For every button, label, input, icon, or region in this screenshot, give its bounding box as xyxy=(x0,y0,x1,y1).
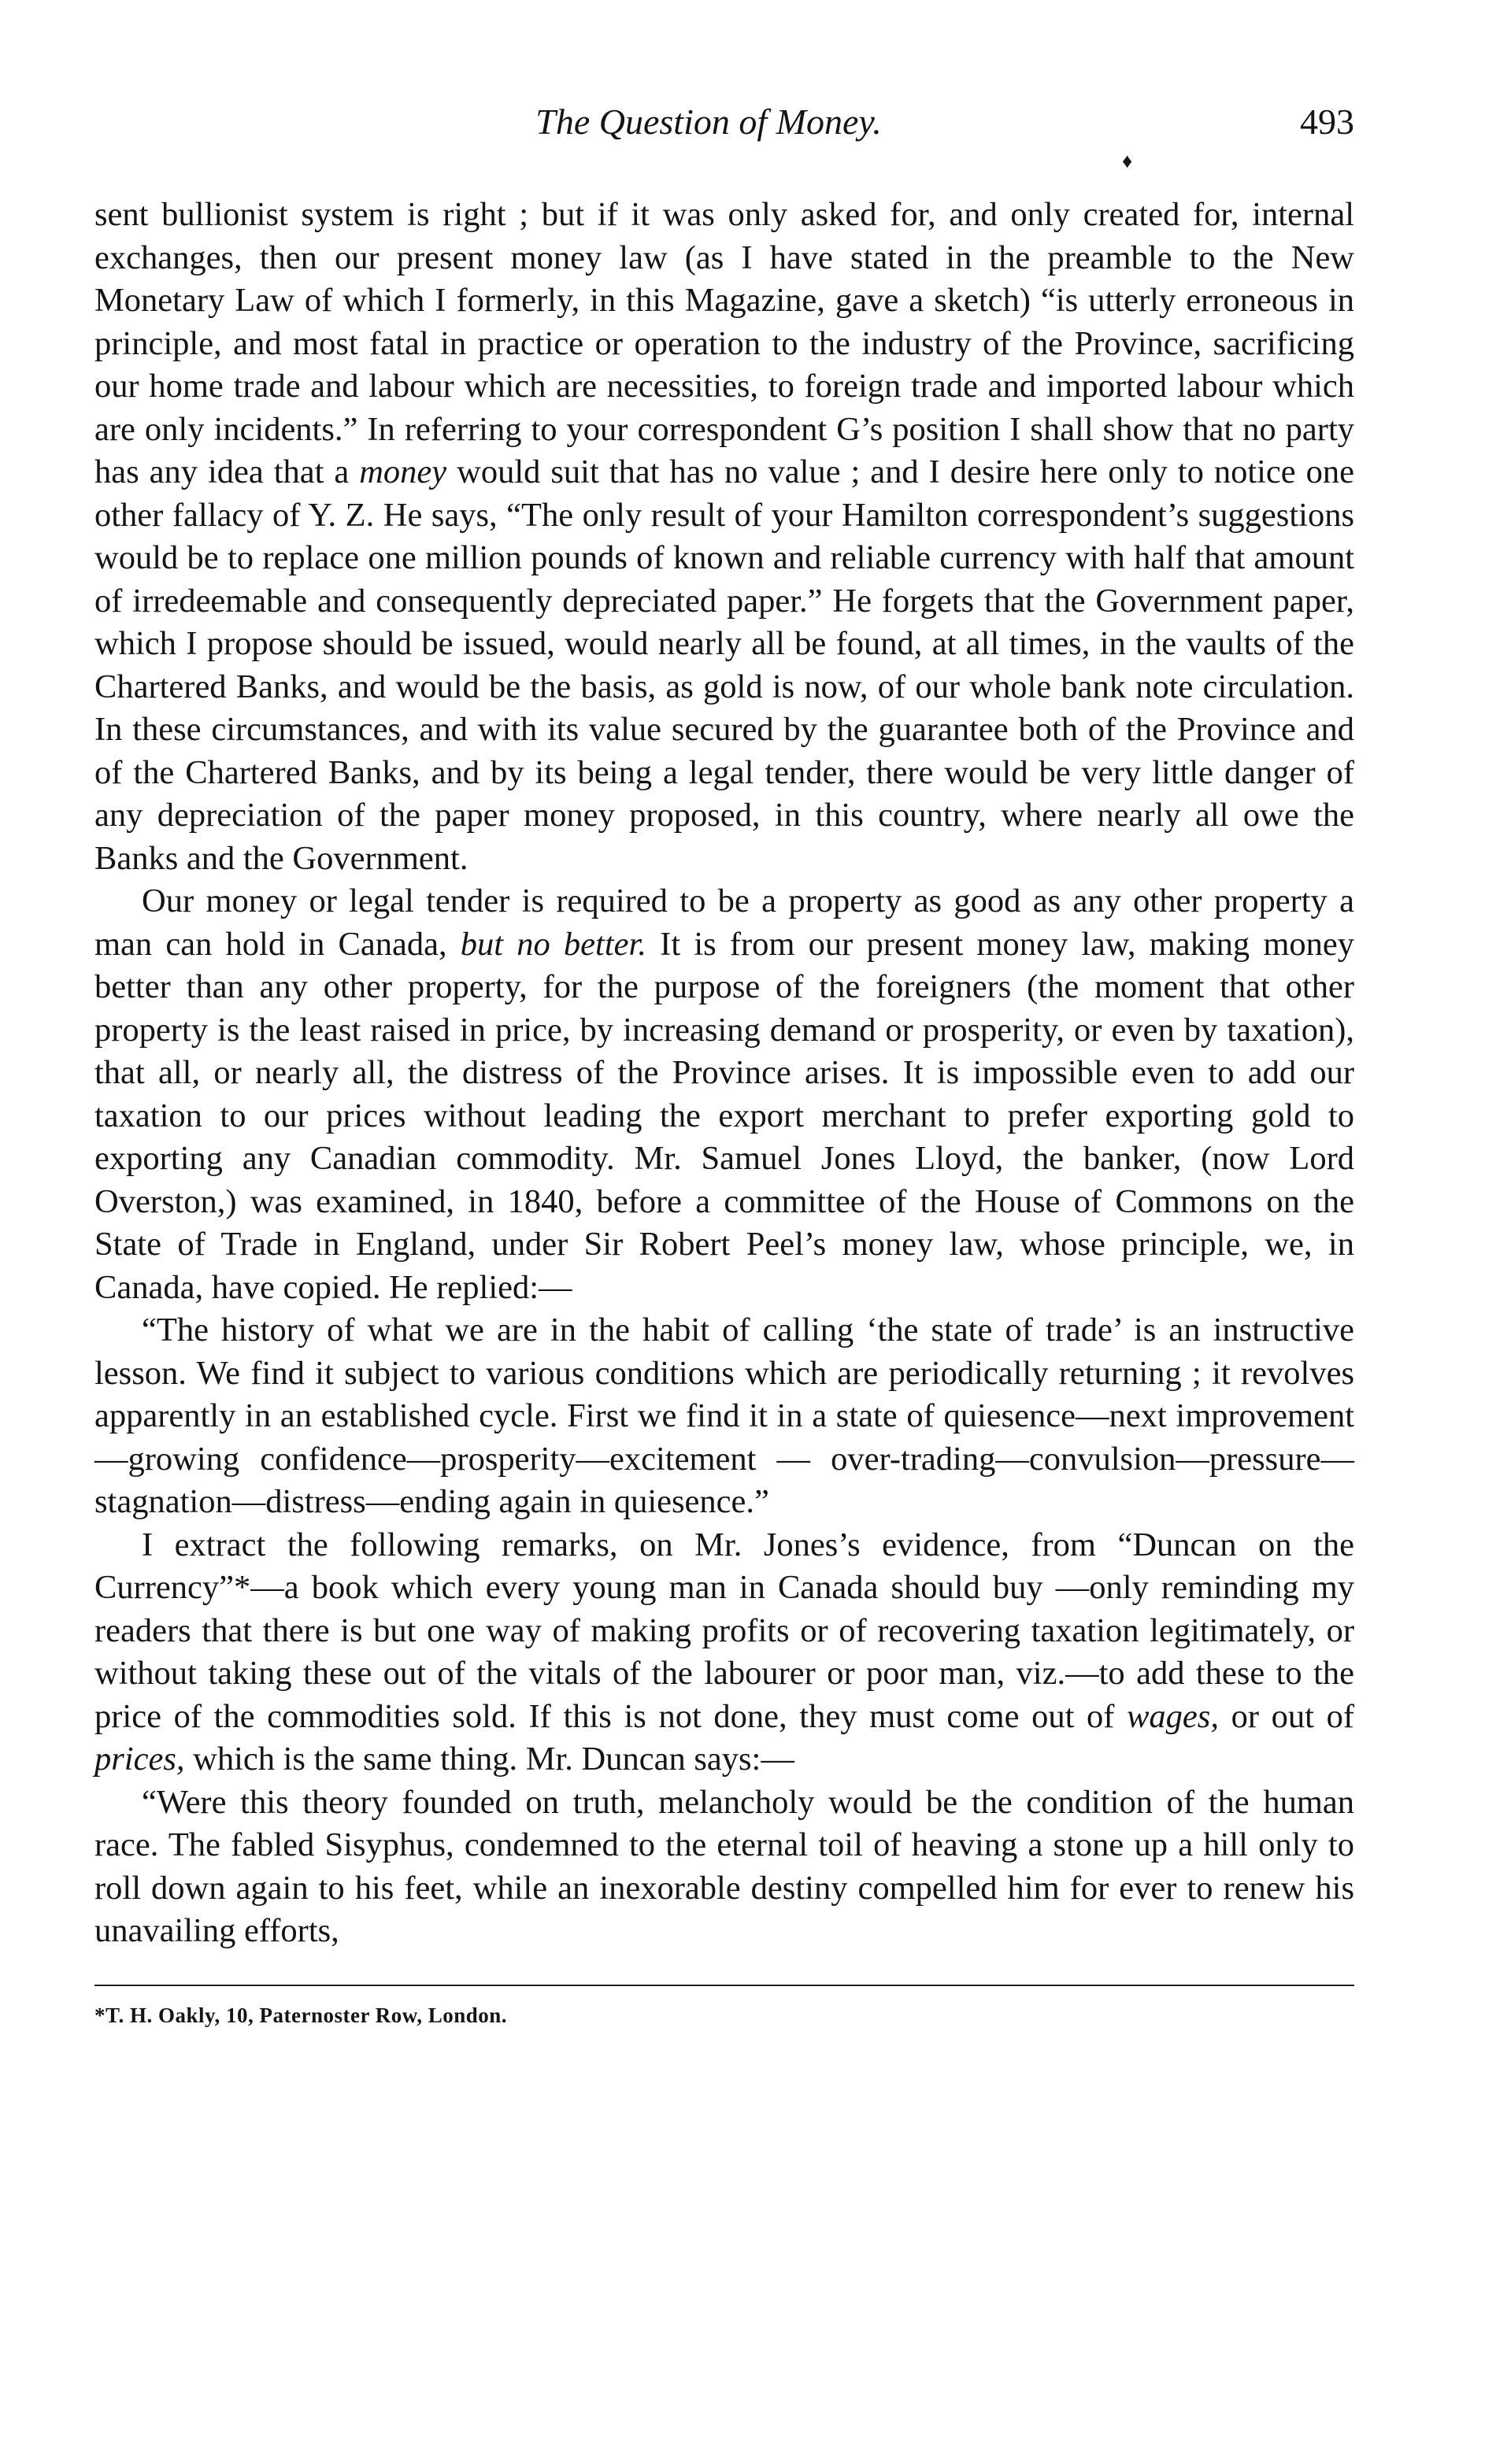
emphasis-prices: prices, xyxy=(94,1741,185,1778)
emphasis-but-no-better: but no better. xyxy=(460,925,646,963)
paragraph-text: which is the same thing. Mr. Duncan says:— xyxy=(184,1741,794,1778)
emphasis-money: money xyxy=(359,453,447,490)
paragraph-text: would suit that has no value ; and I desire here only to notice one other fallacy of Y. Z. He says, “The only result of your Hamilton correspondent’s suggestions would be to replace one million pounds of known and reliable currency with half that amount of irredeemable and consequently depreciated paper.” He forgets that the Government paper, which I propose should be issued, would nearly all be found, at all times, in the vaults of the Chartered Banks, and would be the basis, as gold is now, of our whole bank note circulation. In these circumstances, and with its value secured by the guarantee both of the Province and of the Chartered Banks, and by its being a legal tender, there would be very little danger of any depreciation of the paper money proposed, in this country, where nearly all owe the Banks and the Government. xyxy=(94,453,1354,877)
emphasis-wages: wages, xyxy=(1127,1697,1219,1735)
page-number: 493 xyxy=(1300,102,1354,142)
footnote: *T. H. Oakly, 10, Paternoster Row, London. xyxy=(94,2003,508,2027)
footnote-rule xyxy=(94,1985,1354,1986)
ornament-mark: ♦ xyxy=(1122,150,1133,172)
paragraph-legal-tender xyxy=(94,880,1354,1309)
quotation-duncan: “Were this theory founded on truth, melancholy would be the condition of the human race. The fabled Sisyphus, condemned to the eternal toil of heaving a stone up a hill only to roll down again to his feet, while an inexorable destiny compelled him for ever to renew his unavailing efforts, xyxy=(94,1783,1354,1949)
quotation-lloyd: “The history of what we are in the habit of calling ‘the state of trade’ is an instructive lesson. We find it subject to various conditions which are periodically returning ; it revolves apparently in an established cycle. First we find it in a state of quiesence—next improvement—growing confidence—prosperity—excitement — over-trading—convulsion—pressure—stagnation—distress—ending again in quiesence.” xyxy=(94,1312,1354,1520)
paragraph-text: Our money or legal tender is required to be a property as good as any other property a man can hold in Canada, xyxy=(94,882,1354,963)
paragraph-text: sent bullionist system is right ; but if it was only asked for, and only created for, internal exchanges, then our present money law (as I have stated in the preamble to the New Monetary Law of which I formerly, in this Magazine, gave a sketch) “is utterly erroneous in principle, and most fatal in practice or operation to the industry of the Province, sacrificing our home trade and labour which are necessities, to foreign trade and imported labour which are only incidents.” In referring to your correspondent G’s position I shall show that no party has any idea that a xyxy=(94,196,1354,490)
running-head xyxy=(94,94,1354,172)
paragraph-text: or out of xyxy=(1218,1697,1354,1735)
paragraph-text: It is from our present money law, making money better than any other property, for the purpose of the foreigners (the moment that other property is the least raised in price, by increasing demand or prosperity, or even by taxation), that all, or nearly all, the distress of the Province arises. It is impossible even to add our taxation to our prices without leading the export merchant to prefer exporting gold to exporting any Canadian commodity. Mr. Samuel Jones Lloyd, the banker, (now Lord Overston,) was examined, in 1840, before a committee of the House of Commons on the State of Trade in England, under Sir Robert Peel’s money law, whose principle, we, in Canada, have copied. He replied:— xyxy=(94,925,1354,1306)
running-title: The Question of Money. xyxy=(535,102,882,142)
page xyxy=(94,94,1354,2028)
paragraph-text: I extract the following remarks, on Mr. Jones’s evidence, from “Duncan on the Currency”*—a book which every young man in Canada should buy —only reminding my readers that there is but one way of making profits or of recovering taxation legitimately, or without taking these out of the vitals of the labourer or poor man, viz.—to add these to the price of the commodities sold. If this is not done, they must come out of xyxy=(94,1526,1354,1735)
paragraph-duncan xyxy=(94,1524,1354,1781)
paragraph-continued xyxy=(94,194,1354,880)
body-text xyxy=(94,194,1354,1953)
